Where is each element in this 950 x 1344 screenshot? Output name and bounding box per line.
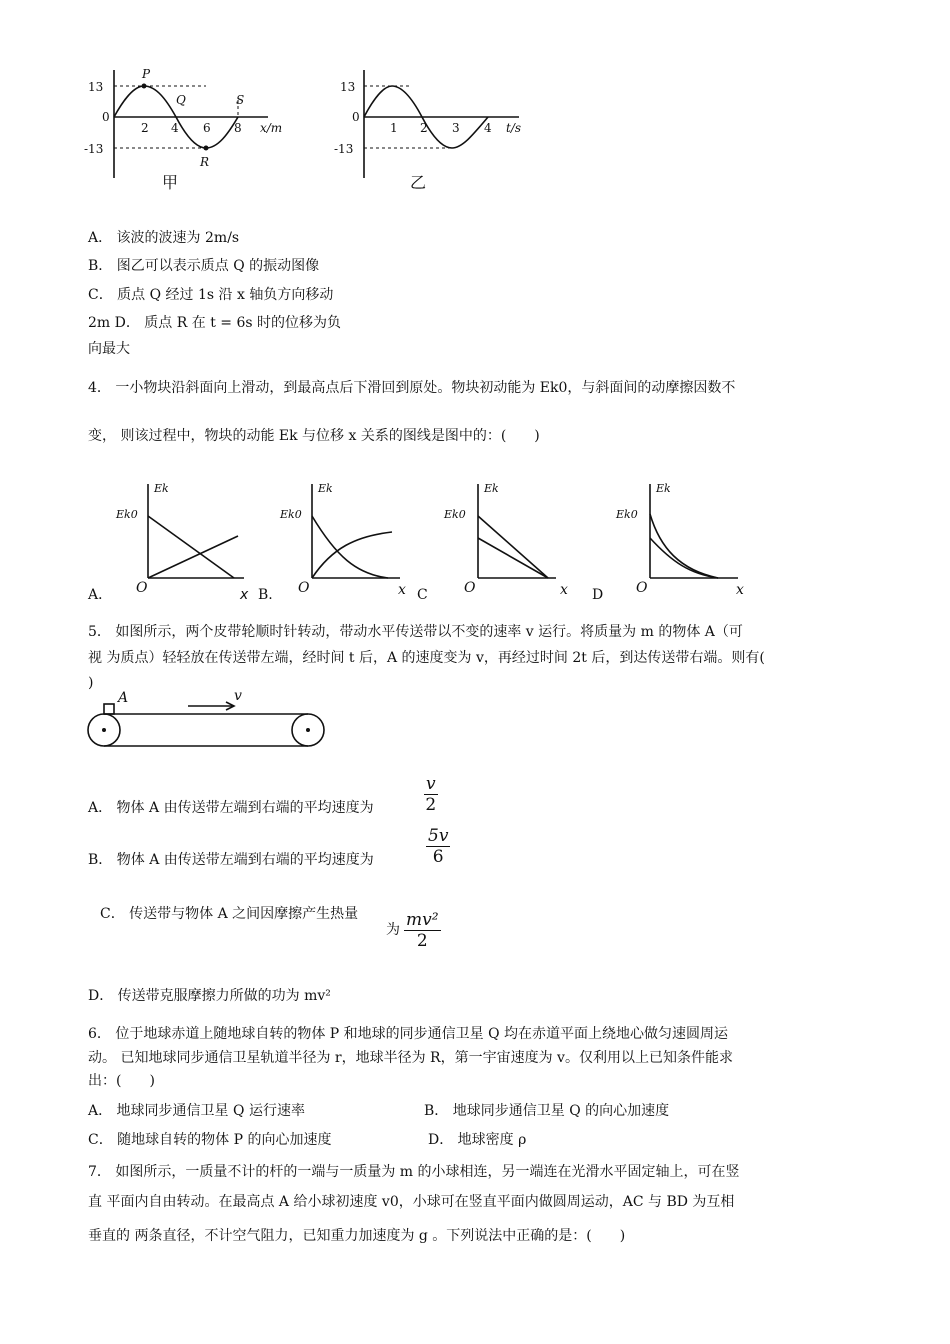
q3-option-a: A． 该波的波速为 2m/s [88,230,240,246]
yi-xtick-3: 3 [452,121,460,135]
graph-d-curve-upper [650,514,718,578]
q7-stem-line2: 直 平面内自由转动。在最高点 A 给小球初速度 v0，小球可在竖直平面内做圆周运动，AC 与 BD 为互相 [88,1194,735,1210]
q5-option-b-fraction [426,826,450,867]
graph-d-y0-label: Ek0 [616,508,638,521]
q6-stem-line1: 6． 位于地球赤道上随地球自转的物体 P 和地球的同步通信卫星 Q 均在赤道平面上绕地心做匀速圆周运 [88,1026,729,1042]
right-pulley-axle [306,728,310,732]
jia-ytick-13: 13 [88,80,104,94]
q5-c-denominator: 2 [416,931,428,951]
conveyor-belt-figure [84,686,334,750]
jia-point-r [204,146,209,151]
graph-c-x-label: x [560,582,568,598]
q4-option-a-label: A． [88,587,113,603]
q5-option-a-text: A． 物体 A 由传送带左端到右端的平均速度为 [88,800,374,816]
q5-option-d: D． 传送带克服摩擦力所做的功为 mv² [88,988,331,1004]
yi-ytick-0: 0 [352,110,360,124]
figure-yi [334,66,544,196]
graph-d-curve-lower [650,538,718,578]
graph-b-curve-down [312,516,388,578]
q6-stem-line2: 动。 已知地球同步通信卫星轨道半径为 r，地球半径为 R，第一宇宙速度为 v。仅利用以上已知条件能求 [88,1050,733,1066]
graph-d-origin: O [636,580,648,596]
q5-option-c-fraction [404,910,441,951]
q5-stem-line2: 视 为质点）轻轻放在传送带左端，经时间 t 后，A 的速度变为 v，再经过时间 2t 后，到达传送带右端。则有( [88,650,765,666]
q4-stem-line2: 变， 则该过程中，物块的动能 Ek 与位移 x 关系的图线是图中的：( ) [88,428,540,444]
jia-label-r: R [200,155,210,169]
q5-b-denominator: 6 [432,847,444,867]
jia-point-p [142,84,147,89]
yi-xtick-2: 2 [420,121,428,135]
q4-option-d-label: D [592,587,604,603]
q5-option-c-wei: 为 [386,922,400,938]
q5-option-b-text: B． 物体 A 由传送带左端到右端的平均速度为 [88,852,374,868]
jia-ytick-neg13: -13 [84,142,104,156]
yi-xtick-4: 4 [484,121,492,135]
q4-graph-a [110,478,260,598]
q3-option-c: C． 质点 Q 经过 1s 沿 x 轴负方向移动 [88,287,334,303]
yi-ytick-neg13: -13 [334,142,354,156]
jia-xtick-2: 2 [141,121,149,135]
graph-d-y-label: Ek [656,482,671,495]
yi-caption: 乙 [410,173,427,192]
block-a [104,704,114,714]
q5-option-a-fraction [424,774,438,815]
figure-jia [80,66,290,196]
q6-stem-line3: 出：( ) [88,1073,155,1089]
graph-a-line-down [148,516,234,578]
graph-a-origin: O [136,580,148,596]
graph-c-line-shallow [478,538,548,578]
fig-label-v: v [234,688,242,704]
q5-c-numerator: mv² [406,910,439,930]
graph-b-x-label: x [398,582,406,598]
q7-stem-line1: 7． 如图所示，一质量不计的杆的一端与一质量为 m 的小球相连，另一端连在光滑水平固定轴上，可在竖 [88,1164,740,1180]
q4-graph-d [614,478,764,598]
q5-a-numerator: v [426,774,436,794]
graph-c-y0-label: Ek0 [444,508,466,521]
q4-option-b-label: B. [258,587,273,603]
q4-option-c-label: C [417,587,428,603]
graph-b-curve-up [312,532,392,578]
yi-x-axis-label: t/s [506,121,522,135]
q5-option-a [88,798,374,818]
q7-stem-line3: 垂直的 两条直径，不计空气阻力，已知重力加速度为 g 。下列说法中正确的是：( ) [88,1228,626,1244]
q6-option-b: B． 地球同步通信卫星 Q 的向心加速度 [424,1103,670,1119]
yi-xtick-1: 1 [390,121,398,135]
graph-b-y-label: Ek [318,482,333,495]
q3-option-b: B． 图乙可以表示质点 Q 的振动图像 [88,258,320,274]
q6-option-d: D． 地球密度 ρ [428,1132,527,1148]
jia-xtick-6: 6 [203,121,211,135]
q5-stem-line1: 5． 如图所示，两个皮带轮顺时针转动，带动水平传送带以不变的速率 v 运行。将质量为 m 的物体 A（可 [88,624,743,640]
jia-label-q: Q [176,93,186,107]
q5-stem-line3: ) [88,675,94,691]
q4-graph-c [440,478,590,598]
left-pulley-axle [102,728,106,732]
graph-b-y0-label: Ek0 [280,508,302,521]
jia-caption: 甲 [162,173,179,192]
graph-c-line-steep [478,516,548,578]
q3-option-d-line2: 向最大 [88,341,130,357]
graph-c-origin: O [464,580,476,596]
q5-option-b [88,850,374,870]
jia-xtick-8: 8 [234,121,242,135]
jia-label-s: S [236,93,245,107]
yi-ytick-13: 13 [340,80,356,94]
jia-x-axis-label: x/m [260,121,283,135]
q5-b-numerator: 5v [428,826,449,846]
jia-label-p: P [142,67,151,81]
fig-label-a: A [118,690,129,706]
graph-c-y-label: Ek [484,482,499,495]
graph-a-y0-label: Ek0 [116,508,138,521]
q6-option-a: A． 地球同步通信卫星 Q 运行速率 [88,1103,305,1119]
graph-d-x-label: x [736,582,744,598]
q5-option-c-text: C． 传送带与物体 A 之间因摩擦产生热量 [100,906,359,922]
graph-a-y-label: Ek [154,482,169,495]
jia-ytick-0: 0 [102,110,110,124]
q3-option-d-line1: 2m D． 质点 R 在 t = 6s 时的位移为负 [88,315,341,331]
jia-xtick-4: 4 [171,121,179,135]
q4-graph-b [276,478,426,598]
graph-b-origin: O [298,580,310,596]
q6-option-c: C． 随地球自转的物体 P 的向心加速度 [88,1132,332,1148]
q5-a-denominator: 2 [425,795,437,815]
q4-stem-line1: 4． 一小物块沿斜面向上滑动，到最高点后下滑回到原处。物块初动能为 Ek0，与斜面间的动摩擦因数不 [88,380,736,396]
q4-graph-a-x-label: x [240,587,249,603]
